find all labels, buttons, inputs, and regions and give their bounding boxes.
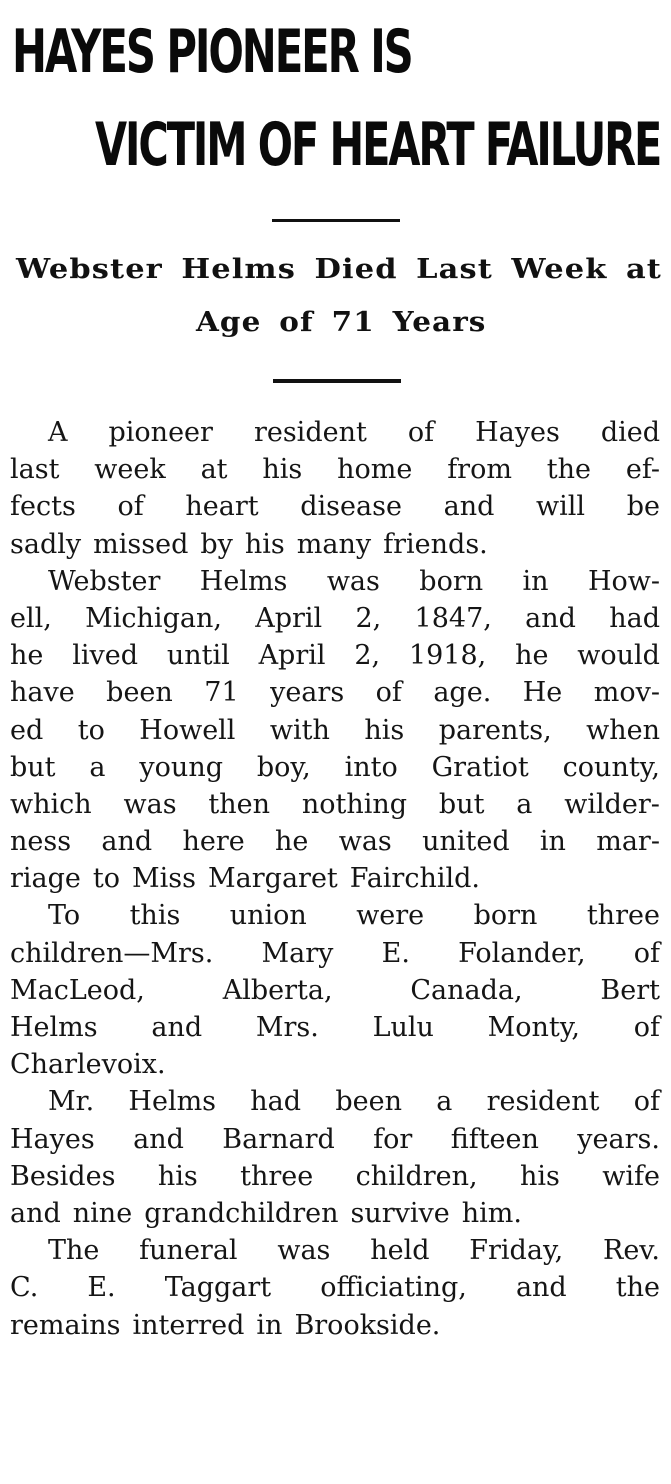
body-line: which was then nothing but a wilder- — [10, 788, 660, 820]
body-line: ell, Michigan, April 2, 1847, and had — [10, 602, 660, 634]
body-line: but a young boy, into Gratiot county, — [10, 751, 660, 783]
body-line: Hayes and Barnard for fifteen years. — [10, 1123, 660, 1155]
body-line: A pioneer resident of Hayes died — [48, 417, 660, 448]
body-line: have been 71 years of age. He mov- — [10, 677, 660, 709]
body-line: riage to Miss Margaret Fairchild. — [10, 863, 480, 895]
headline-line-1: HAYES PIONEER IS — [12, 17, 412, 87]
body-line: MacLeod, Alberta, Canada, Bert — [10, 974, 660, 1006]
body-line: Mr. Helms had been a resident of — [48, 1086, 660, 1118]
body-line: remains interred in Brookside. — [10, 1309, 441, 1341]
body-line: and nine grandchildren survive him. — [10, 1197, 522, 1229]
body-line: ness and here he was united in mar- — [10, 826, 660, 858]
body-line: The funeral was held Friday, Rev. — [48, 1235, 660, 1267]
body-line: To this union were born three — [48, 900, 660, 932]
divider-rule — [272, 219, 400, 222]
body-line: last week at his home from the ef- — [10, 454, 660, 486]
article-body — [10, 414, 660, 1344]
body-line: children—Mrs. Mary E. Folander, of — [10, 937, 660, 969]
body-line: C. E. Taggart officiating, and the — [10, 1272, 660, 1304]
body-line: fects of heart disease and will be — [10, 491, 660, 523]
body-line: Webster Helms was born in How- — [48, 565, 660, 597]
divider-rule — [273, 379, 401, 383]
body-line: ed to Howell with his parents, when — [10, 714, 660, 746]
headline-line-2: VICTIM OF HEART FAILURE — [95, 110, 661, 180]
body-line: Charlevoix. — [10, 1049, 166, 1081]
body-line: Helms and Mrs. Lulu Monty, of — [10, 1012, 660, 1043]
body-line: Besides his three children, his wife — [10, 1160, 660, 1192]
subheadline-line-2: Age of 71 Years — [196, 307, 487, 338]
body-line: sadly missed by his many friends. — [10, 528, 488, 560]
body-line: he lived until April 2, 1918, he would — [10, 640, 660, 672]
subheadline-line-1: Webster Helms Died Last Week at — [16, 254, 662, 285]
